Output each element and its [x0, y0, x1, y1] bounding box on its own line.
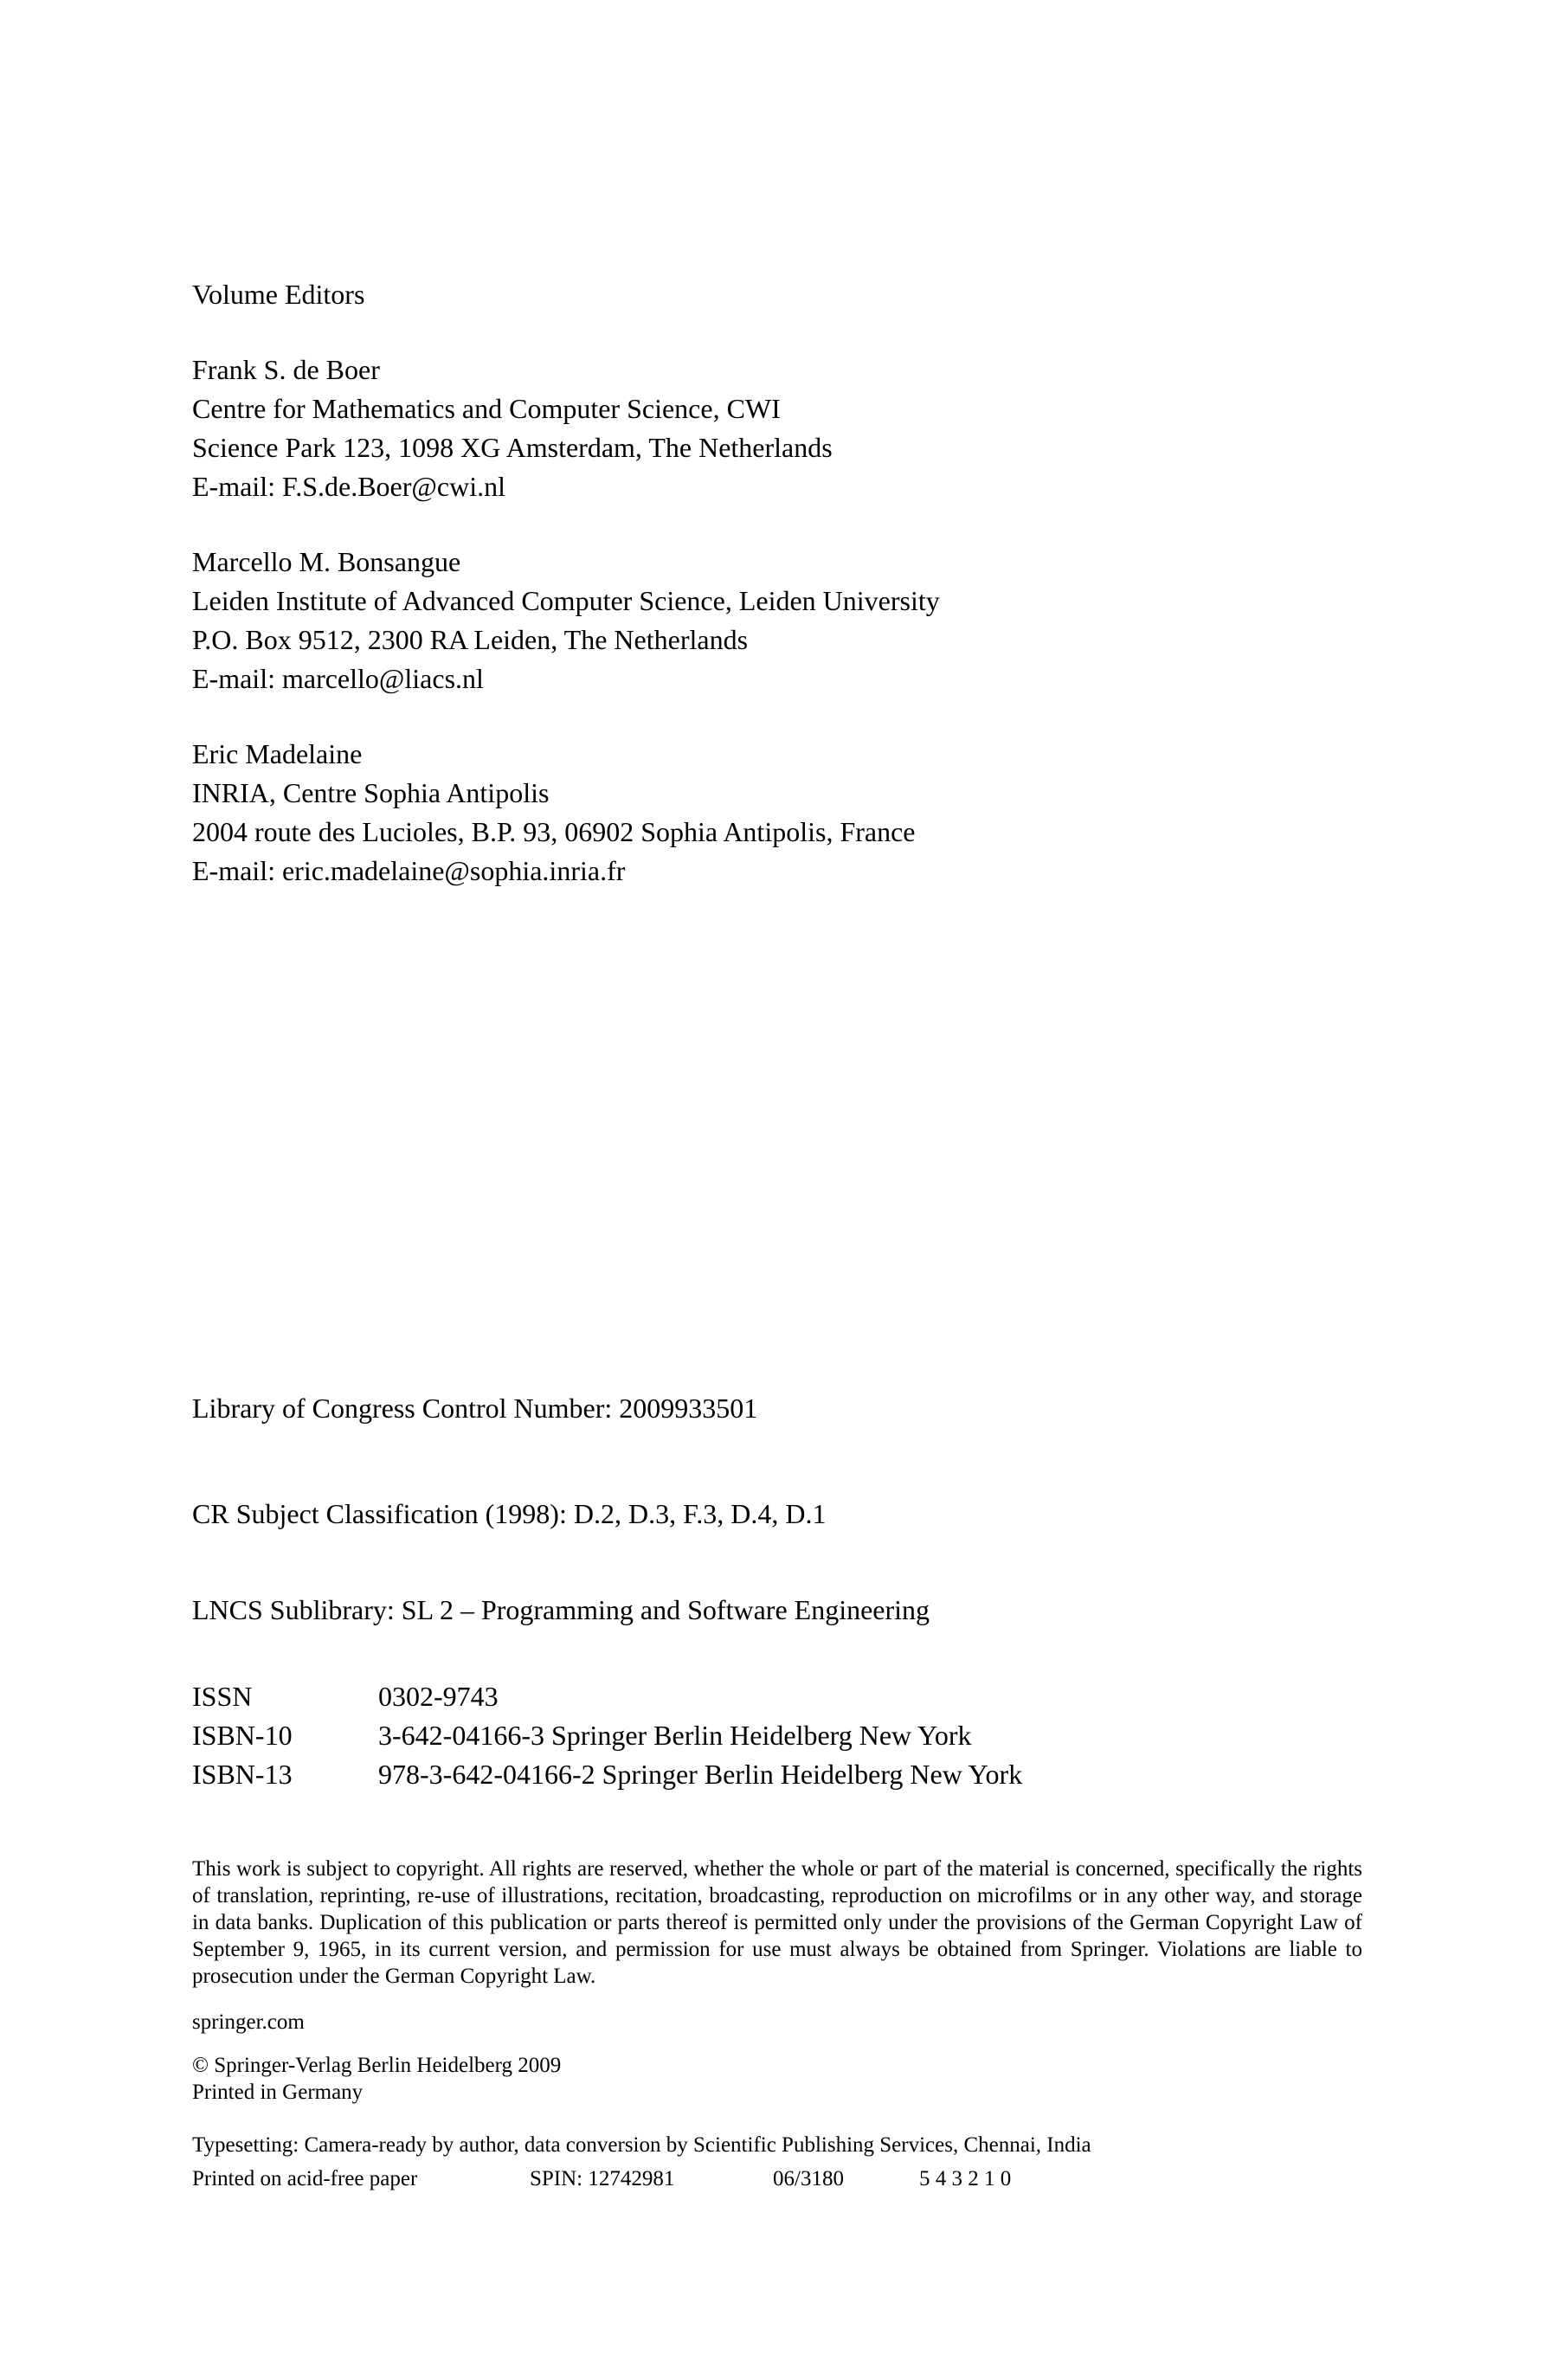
editor-address: Science Park 123, 1098 XG Amsterdam, The Netherlands [192, 432, 833, 463]
editor-name: Marcello M. Bonsangue [192, 546, 461, 577]
issn-label: ISSN [192, 1681, 253, 1712]
typesetting-line: Typesetting: Camera-ready by author, data conversion by Scientific Publishing Services, Chennai, India [192, 2133, 1091, 2157]
spin-number: SPIN: 12742981 [530, 2167, 675, 2190]
issn-value: 0302-9743 [378, 1681, 499, 1712]
section-title: Volume Editors [192, 279, 365, 310]
identifiers-block [192, 1677, 1362, 1794]
editor-block [192, 351, 1362, 506]
isbn13-row [192, 1755, 1362, 1794]
isbn10-row [192, 1716, 1362, 1755]
print-info-line [192, 2165, 1362, 2192]
editor-email: E-mail: F.S.de.Boer@cwi.nl [192, 471, 505, 502]
isbn13-value: 978-3-642-04166-2 Springer Berlin Heidelberg New York [378, 1759, 1023, 1790]
editor-name: Frank S. de Boer [192, 354, 380, 385]
isbn10-label: ISBN-10 [192, 1720, 293, 1751]
print-run-numbers: 5 4 3 2 1 0 [919, 2167, 1012, 2190]
editor-address: 2004 route des Lucioles, B.P. 93, 06902 Sophia Antipolis, France [192, 816, 916, 847]
acid-free-paper-note: Printed on acid-free paper [192, 2167, 418, 2190]
copyright-notice: This work is subject to copyright. All rights are reserved, whether the whole or part of the material is concerned, specifically the rights of translation, reprinting, re-use of illustrations, recitation, broadcasting, reproduction on microfilms or in any other way, and storage in data banks. Duplication of this publication or parts thereof is permitted only under the provisions of the German Copyright Law of September 9, 1965, in its current version, and permission for use must always be obtained from Springer. Violations are liable to prosecution under the German Copyright Law. [192, 1857, 1362, 1988]
editor-affiliation: Leiden Institute of Advanced Computer Science, Leiden University [192, 585, 940, 616]
editor-address: P.O. Box 9512, 2300 RA Leiden, The Netherlands [192, 624, 749, 655]
editor-affiliation: INRIA, Centre Sophia Antipolis [192, 777, 550, 808]
publisher-website: springer.com [192, 2010, 305, 2034]
copyright-line: © Springer-Verlag Berlin Heidelberg 2009 [192, 2054, 562, 2077]
editor-affiliation: Centre for Mathematics and Computer Science, CWI [192, 393, 781, 424]
editor-block [192, 543, 1362, 698]
isbn10-value: 3-642-04166-3 Springer Berlin Heidelberg New York [378, 1720, 972, 1751]
issn-row [192, 1677, 1362, 1716]
editor-email: E-mail: marcello@liacs.nl [192, 663, 484, 694]
cr-classification-line: CR Subject Classification (1998): D.2, D.3, F.3, D.4, D.1 [192, 1498, 827, 1529]
editor-block [192, 735, 1362, 891]
printed-in-line: Printed in Germany [192, 2081, 364, 2104]
library-of-congress-line: Library of Congress Control Number: 2009933501 [192, 1393, 758, 1424]
page-content [192, 275, 1362, 2192]
lncs-sublibrary-line: LNCS Sublibrary: SL 2 – Programming and Software Engineering [192, 1594, 930, 1625]
publisher-block [192, 2052, 1362, 2106]
isbn13-label: ISBN-13 [192, 1759, 293, 1790]
editor-name: Eric Madelaine [192, 738, 363, 769]
production-code: 06/3180 [773, 2167, 844, 2190]
editor-email: E-mail: eric.madelaine@sophia.inria.fr [192, 855, 626, 886]
